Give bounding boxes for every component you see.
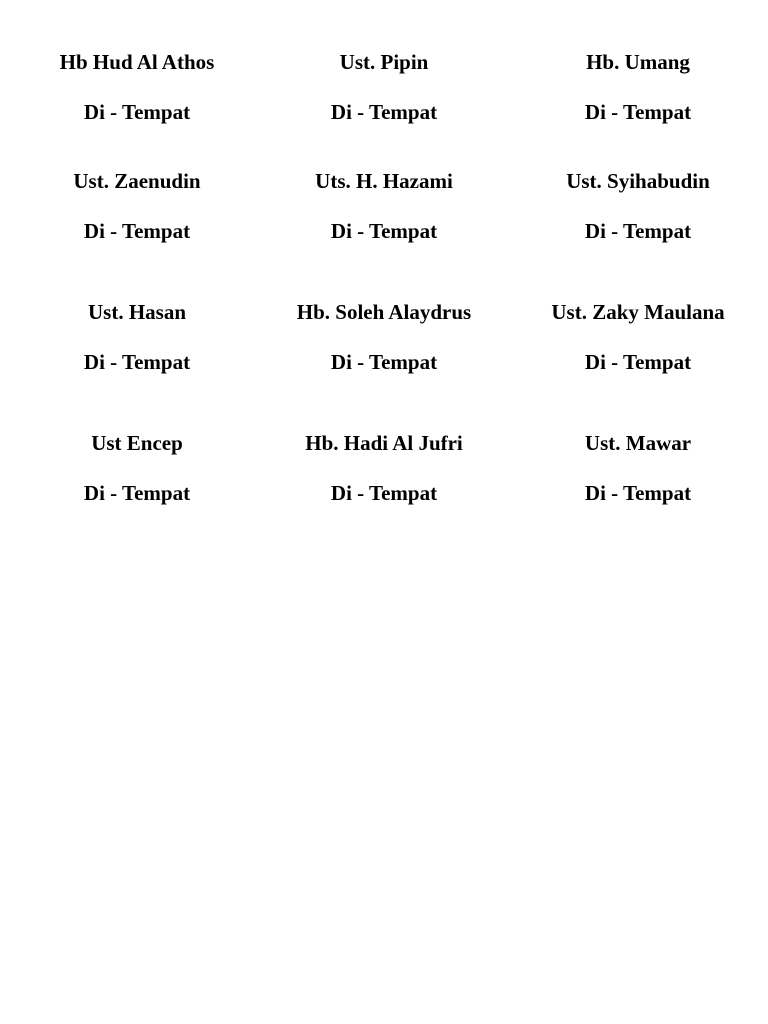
recipient-address: Di - Tempat xyxy=(584,219,692,243)
recipient-name: Uts. H. Hazami xyxy=(315,169,453,193)
recipient-name: Ust. Pipin xyxy=(339,50,429,74)
recipient-address: Di - Tempat xyxy=(83,100,191,124)
recipient-address: Di - Tempat xyxy=(330,219,438,243)
recipient-name: Hb. Umang xyxy=(586,50,690,74)
recipient-address: Di - Tempat xyxy=(83,219,191,243)
recipient-address: Di - Tempat xyxy=(330,100,438,124)
recipient-address: Di - Tempat xyxy=(584,481,692,505)
recipient-name: Ust. Syihabudin xyxy=(566,169,710,193)
recipient-address: Di - Tempat xyxy=(584,100,692,124)
recipient-name: Hb Hud Al Athos xyxy=(59,50,215,74)
recipient-address: Di - Tempat xyxy=(83,481,191,505)
recipient-name: Ust. Hasan xyxy=(87,300,187,324)
recipient-name: Ust. Zaenudin xyxy=(73,169,201,193)
recipient-address: Di - Tempat xyxy=(83,350,191,374)
recipient-address: Di - Tempat xyxy=(584,350,692,374)
recipient-address: Di - Tempat xyxy=(330,481,438,505)
recipient-name: Ust. Mawar xyxy=(584,431,692,455)
recipient-address: Di - Tempat xyxy=(330,350,438,374)
recipient-name: Ust Encep xyxy=(91,431,183,455)
recipient-name: Hb. Soleh Alaydrus xyxy=(296,300,472,324)
recipient-name: Hb. Hadi Al Jufri xyxy=(305,431,463,455)
recipient-name: Ust. Zaky Maulana xyxy=(551,300,725,324)
